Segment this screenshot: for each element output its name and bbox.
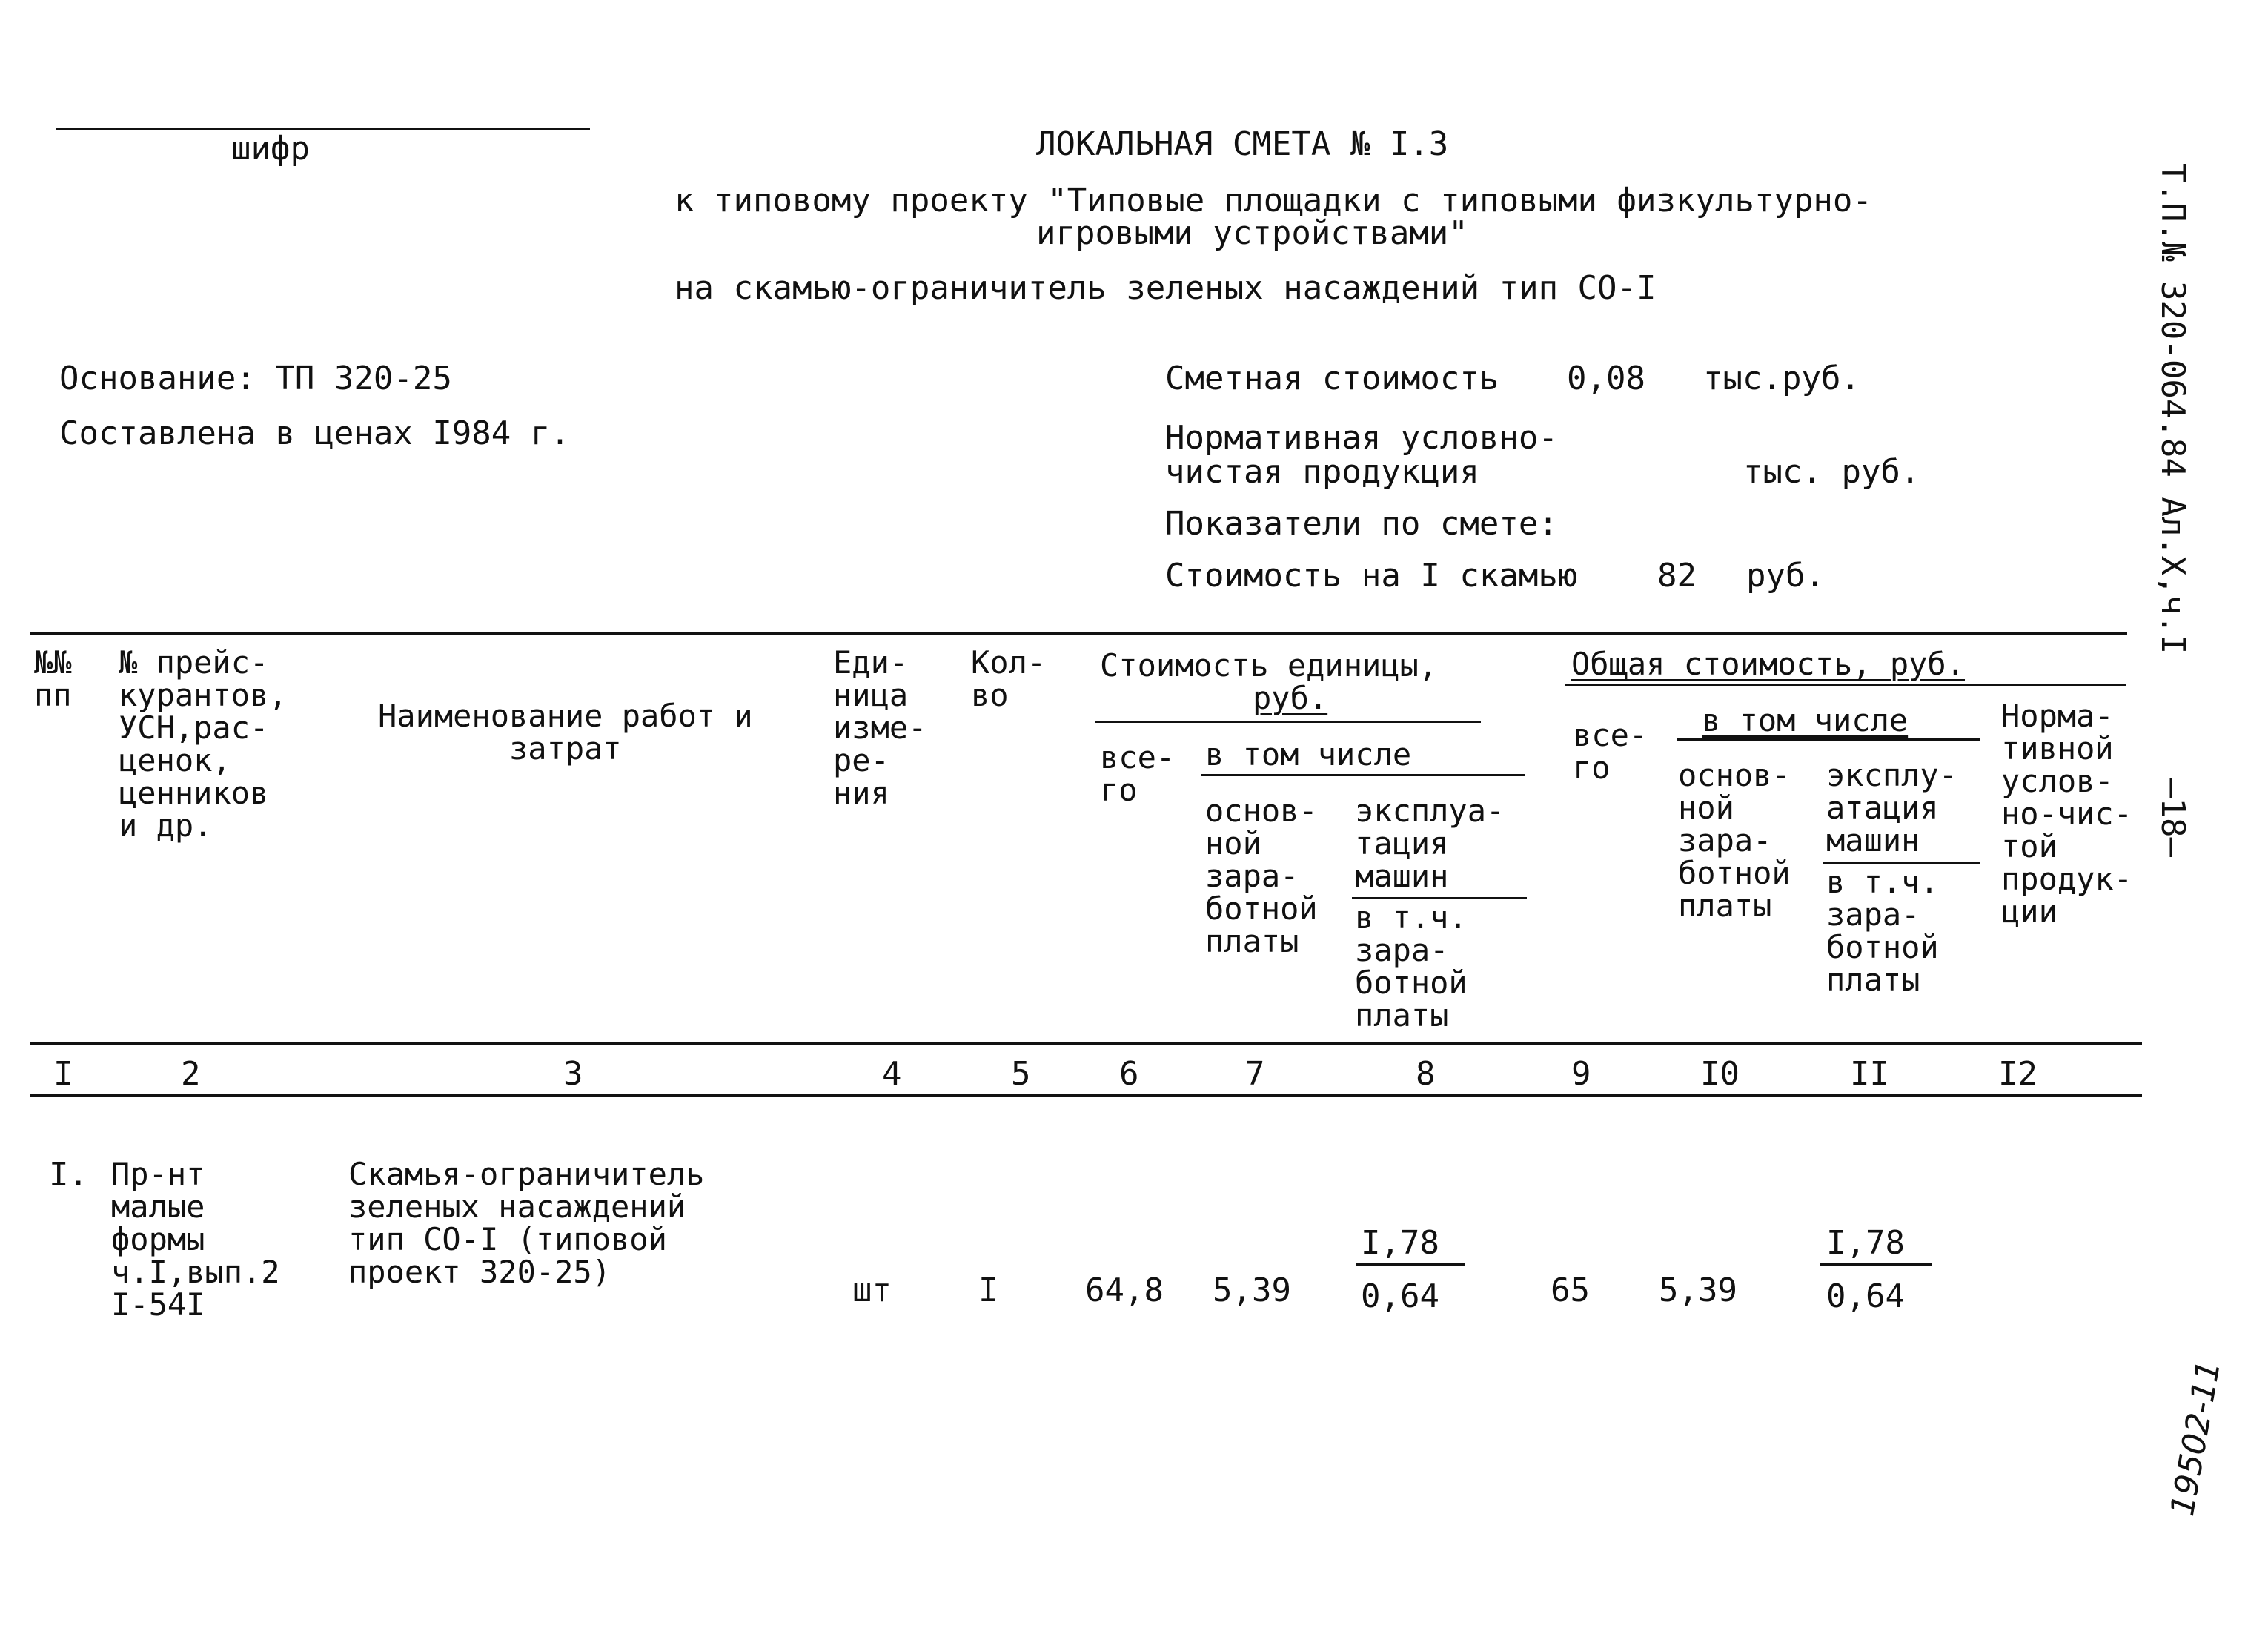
total-incl-rule <box>1677 738 1980 741</box>
unit-incl-header: в том числе <box>1205 736 1412 773</box>
normative-label-2: чистая продукция <box>1165 453 1479 491</box>
col3-header: Наименование работ и затрат <box>378 698 753 767</box>
row-unit-fraction-bar <box>1356 1263 1465 1266</box>
estimated-cost-label: Сметная стоимость <box>1165 360 1499 397</box>
column-numbers-rule <box>30 1094 2142 1097</box>
row-total-machine-wage: 0,64 <box>1826 1277 1905 1315</box>
unit-cost-group-unit: руб. <box>1253 680 1328 716</box>
column-number: 5 <box>1011 1055 1031 1093</box>
total-total-header: все- го <box>1573 717 1648 786</box>
cost-per-bench-value: 82 <box>1657 557 1697 595</box>
row-name: Скамья-ограничитель зеленых насаждений тип СО-I (типовой проект 320-25) <box>348 1156 705 1290</box>
doc-reference: Т.П.№ 320-064.84 Ал.Х,ч.I <box>2154 163 2192 655</box>
row-total-basic-wage: 5,39 <box>1659 1271 1737 1309</box>
document-title: ЛОКАЛЬНАЯ СМЕТА № I.3 <box>1036 125 1449 163</box>
unit-machine-wage-header: в т.ч. зара- ботной платы <box>1355 899 1468 1034</box>
subtitle-line-3: на скамью-ограничитель зеленых насаждений тип СО-I <box>674 269 1657 307</box>
row-unit: шт <box>852 1271 892 1309</box>
row-price-ref: Пр-нт малые формы ч.I,вып.2 I-54I <box>111 1156 280 1323</box>
total-incl-header: в том числе <box>1702 702 1909 738</box>
column-number: 9 <box>1571 1055 1591 1093</box>
subtitle-line-2: игровыми устройствами" <box>1036 214 1468 252</box>
row-total-machine: I,78 <box>1826 1224 1905 1262</box>
col4-header: Еди- ница изме- ре- ния <box>833 644 927 811</box>
column-number: 4 <box>882 1055 902 1093</box>
column-number: 3 <box>563 1055 583 1093</box>
normative-label-1: Нормативная условно- <box>1165 419 1558 457</box>
column-number: I2 <box>1998 1055 2037 1093</box>
header-bottom-rule <box>30 1042 2142 1045</box>
row-qty: I <box>978 1271 998 1309</box>
row-unit-basic-wage: 5,39 <box>1213 1271 1291 1309</box>
column-number: I0 <box>1700 1055 1740 1093</box>
estimated-cost-unit: тыс.руб. <box>1703 360 1860 397</box>
estimated-cost-value: 0,08 <box>1567 360 1645 397</box>
total-machine-wage-header: в т.ч. зара- ботной платы <box>1826 864 1939 998</box>
page-number: —18— <box>2154 778 2192 857</box>
cost-per-bench-label: Стоимость на I скамью <box>1165 557 1578 595</box>
total-basic-wage-header: основ- ной зара- ботной платы <box>1678 757 1791 924</box>
row-total: 65 <box>1551 1271 1590 1309</box>
column-number: 7 <box>1245 1055 1265 1093</box>
column-number: 2 <box>181 1055 201 1093</box>
col1-header: №№ пп <box>34 644 72 713</box>
normative-unit: тыс. руб. <box>1743 453 1920 491</box>
unit-machine-header: эксплуа- тация машин <box>1355 793 1505 894</box>
unit-cost-group-rule <box>1095 721 1481 723</box>
row-unit-machine: I,78 <box>1361 1224 1439 1262</box>
table-top-rule <box>30 632 2127 635</box>
column-number: 6 <box>1119 1055 1139 1093</box>
handwritten-code: 19502-11 <box>2163 1357 2229 1519</box>
subtitle-line-1: к типовому проекту "Типовые площадки с типовыми физкультурно- <box>674 182 1872 219</box>
total-cost-group-rule <box>1565 684 2126 686</box>
row-total-fraction-bar <box>1820 1263 1932 1266</box>
unit-incl-rule <box>1201 774 1525 776</box>
normative-col-header: Норма- тивной услов- но-чис- той продук- ции <box>2001 698 2133 930</box>
prices-text: Составлена в ценах I984 г. <box>59 414 570 452</box>
cost-per-bench-unit: руб. <box>1746 557 1825 595</box>
col2-header: № прейс- курантов, УСН,рас- ценок, ценников и др. <box>119 644 288 844</box>
cipher-label: шифр <box>231 130 310 168</box>
unit-basic-wage-header: основ- ной зара- ботной платы <box>1205 793 1318 959</box>
cipher-line <box>56 128 590 130</box>
row-unit-total: 64,8 <box>1085 1271 1164 1309</box>
row-number: I. <box>49 1156 88 1194</box>
total-cost-group-header: Общая стоимость, руб. <box>1571 646 1966 682</box>
column-number: II <box>1850 1055 1889 1093</box>
basis-text: Основание: ТП 320-25 <box>59 360 452 397</box>
unit-cost-group-header: Стоимость единицы, <box>1100 647 1438 684</box>
column-number: 8 <box>1416 1055 1436 1093</box>
column-number: I <box>53 1055 73 1093</box>
row-unit-machine-wage: 0,64 <box>1361 1277 1439 1315</box>
total-machine-header: эксплу- атация машин <box>1826 757 1958 859</box>
indicators-label: Показатели по смете: <box>1165 505 1558 543</box>
unit-total-header: все- го <box>1100 739 1176 808</box>
col5-header: Кол- во <box>971 644 1047 713</box>
